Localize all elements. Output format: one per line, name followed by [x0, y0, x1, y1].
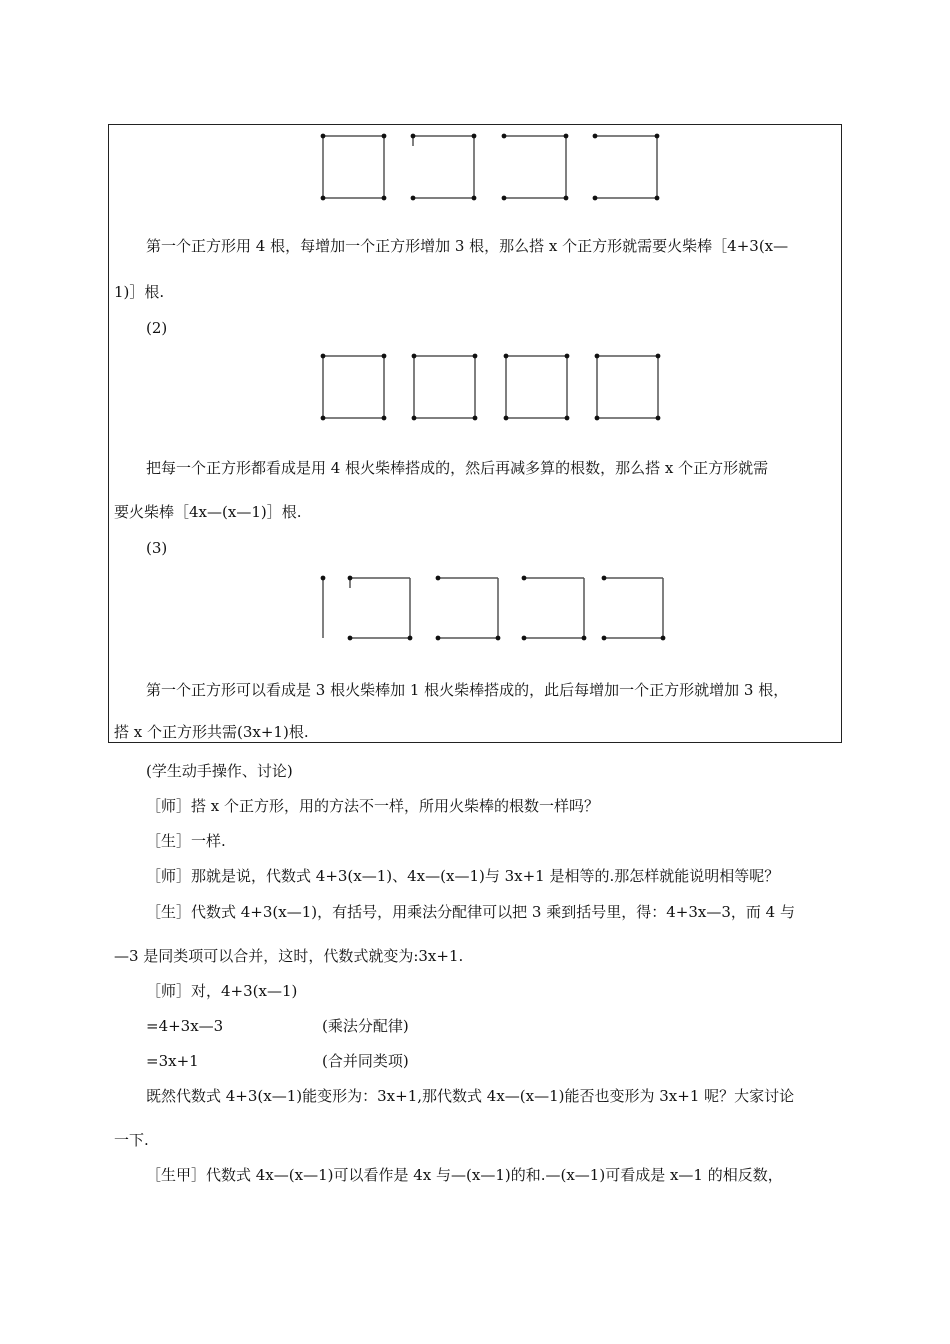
method-2-label: (2) [146, 319, 168, 337]
body-line-student-a: ［生甲］代数式 4x—(x—1)可以看作是 4x 与—(x—1)的和.—(x—1)可看成是 x—1 的相反数， [146, 1166, 783, 1184]
body-line-transform-question-1: 既然代数式 4+3(x—1)能变形为：3x+1,那代数式 4x—(x—1)能否也变形为 3x+1 呢？大家讨论 [146, 1087, 795, 1105]
step-1-expression: =4+3x—3 [146, 1017, 224, 1035]
step-1-note: (乘法分配律) [322, 1017, 409, 1035]
method-3-label: (3) [146, 539, 168, 557]
step-2-note: (合并同类项) [322, 1052, 409, 1070]
figure-method-1 [310, 128, 670, 208]
method-3-text-line-1: 第一个正方形可以看成是 3 根火柴棒加 1 根火柴棒搭成的，此后每增加一个正方形就增加 3 根， [146, 681, 789, 699]
step-2-expression: =3x+1 [146, 1052, 199, 1070]
figure-method-2 [310, 348, 670, 428]
figure-method-3 [310, 570, 680, 650]
method-2-text-line-1: 把每一个正方形都看成是用 4 根火柴棒搭成的，然后再减多算的根数，那么搭 x 个正方形就需 [146, 459, 769, 477]
body-line-student-explain-2: —3 是同类项可以合并，这时，代数式就变为:3x+1. [114, 947, 464, 965]
method-1-text-line-2: 1)］根. [114, 283, 165, 301]
body-line-teacher-question: ［师］搭 x 个正方形，用的方法不一样，所用火柴棒的根数一样吗？ [146, 797, 599, 815]
method-2-text-line-2: 要火柴棒［4x—(x—1)］根. [114, 503, 302, 521]
body-line-teacher-confirm: ［师］对，4+3(x—1) [146, 982, 298, 1000]
body-line-teacher-equal: ［师］那就是说，代数式 4+3(x—1)、4x—(x—1)与 3x+1 是相等的.那怎样就能说明相等呢？ [146, 867, 780, 885]
body-line-student-explain-1: ［生］代数式 4+3(x—1)，有括号，用乘法分配律可以把 3 乘到括号里，得：4+3x—3，而 4 与 [146, 903, 795, 921]
body-line-activity: (学生动手操作、讨论) [146, 762, 293, 780]
method-3-text-line-2: 搭 x 个正方形共需(3x+1)根. [114, 723, 309, 741]
body-line-transform-question-2: 一下. [114, 1131, 149, 1149]
method-1-text-line-1: 第一个正方形用 4 根，每增加一个正方形增加 3 根，那么搭 x 个正方形就需要火柴棒［4+3(x— [146, 237, 789, 255]
methods-frame [108, 124, 842, 743]
body-line-student-answer: ［生］一样. [146, 832, 226, 850]
